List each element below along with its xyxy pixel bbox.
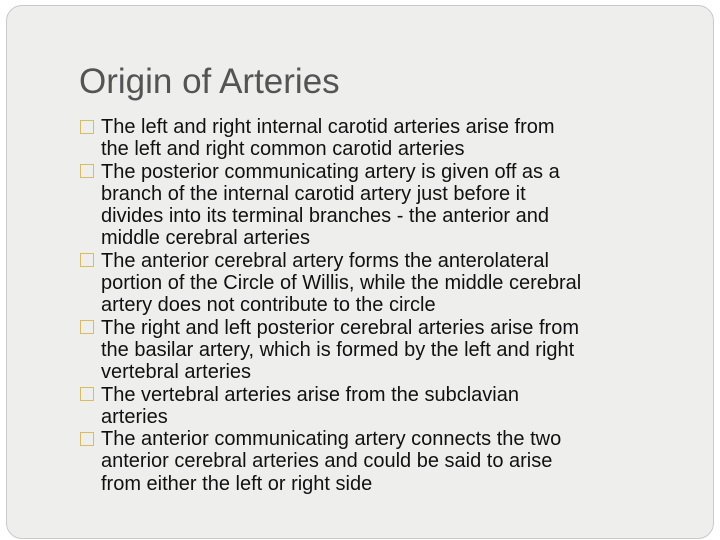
slide-title: Origin of Arteries (79, 62, 340, 101)
bullet-text-line: The left and right internal carotid arteries arise from (101, 116, 555, 138)
bullet-text-line: The anterior communicating artery connects the two (101, 428, 562, 451)
bullet-text-line: middle cerebral arteries (101, 227, 310, 250)
bullet-item (80, 384, 690, 429)
hollow-square-bullet-icon (80, 320, 94, 334)
bullet-text-line: divides into its terminal branches - the anterior and (101, 205, 550, 228)
hollow-square-bullet-icon (80, 387, 94, 401)
bullet-item (80, 116, 690, 161)
hollow-square-bullet-icon (80, 253, 94, 267)
bullet-text-line: The posterior communicating artery is given off as a (101, 160, 560, 183)
hollow-square-bullet-icon (80, 432, 94, 446)
bullet-text-line: The vertebral arteries arise from the subclavian (101, 383, 519, 406)
bullet-text-line: branch of the internal carotid artery just before it (101, 182, 526, 205)
bullet-text-line: from either the left or right side (101, 472, 373, 495)
bullet-item (80, 428, 690, 495)
bullet-text-line: vertebral arteries (101, 361, 252, 384)
hollow-square-bullet-icon (80, 120, 94, 134)
bullet-text-line: portion of the Circle of Willis, while the middle cerebral (101, 272, 582, 295)
bullet-text-line: The anterior cerebral artery forms the anterolateral (101, 249, 549, 272)
bullet-item (80, 161, 690, 250)
bullet-text-line: The right and left posterior cerebral arteries arise from (101, 316, 579, 339)
bullet-text-line: the left and right common carotid arteries (101, 138, 465, 161)
bullet-text-line: the basilar artery, which is formed by the left and right (101, 338, 575, 361)
bullet-text-line: anterior cerebral arteries and could be said to arise (101, 450, 553, 473)
bullet-text-line: arteries (101, 405, 168, 428)
bullet-item (80, 250, 690, 317)
bullet-item (80, 317, 690, 384)
bullet-text-line: artery does not contribute to the circle (101, 294, 436, 317)
bullet-list (80, 116, 690, 495)
hollow-square-bullet-icon (80, 164, 94, 178)
